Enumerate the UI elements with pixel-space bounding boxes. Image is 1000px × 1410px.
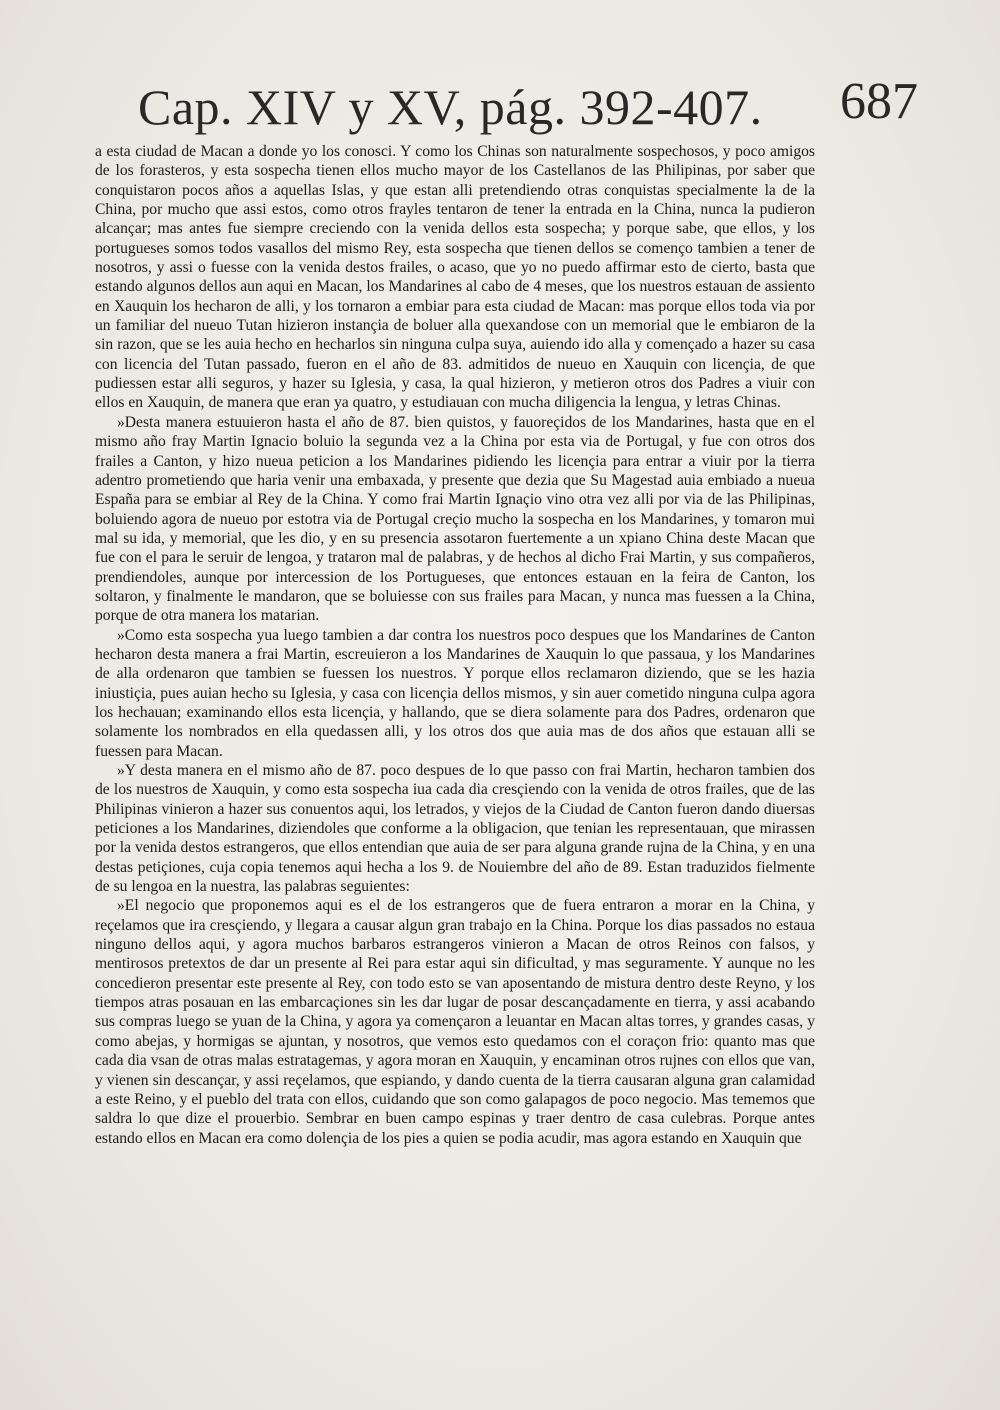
paragraph-5: »El negocio que proponemos aqui es el de los estrangeros que de fuera entraron a morar en la China, y reçelamos que ira cresçiendo, y llegara a causar algun gran trabajo en la China. Porque los dias passados no estaua ninguno dellos aqui, y agora muchos barbaros estrangeros vinieron a Macan de otros Reinos con falsos, y mentirosos pretextos de dar un presente al Rei para estar aqui sin dificultad, y mas seguramente. Y aunque no les concedieron presentar este presente al Rey, con todo esto se van aposentando de mistura dentro deste Reyno, y los tiempos atras posauan en las embarcaçiones sin les dar lugar de posar descançadamente en tierra, y assi acabando sus compras luego se yuan de la China, y agora ya començaron a leuantar en Macan altas torres, y grandes casas, y como abejas, y hormigas se ajuntan, y nosotros, que vemos esto quedamos con el coraçon frio: quanto mas que cada dia vsan de otras malas estratagemas, y agora moran en Xauquin, y encaminan otros rujnes con ellos que van, y vienen sin descançar, y assi reçelamos, que espiando, y dando cuenta de la tierra causaran alguna gran calamidad a este Reino, y el pueblo del trata con ellos, cuidando que son como galapagos de poco negocio. Mas tememos que saldra lo que dize el prouerbio. Sembrar en buen campo espinas y traer dentro de casa culebras. Porque antes estando ellos en Macan era como dolençia de los pies a quien se podia acudir, mas agora estando en Xauquin que [95,897,815,1147]
body-text [95,142,815,1148]
running-title: Cap. XIV y XV, pág. 392-407. [138,79,763,135]
page-header [138,72,958,142]
paragraph-4: »Y desta manera en el mismo año de 87. poco despues de lo que passo con frai Martin, hecharon tambien dos de los nuestros de Xauquin, y como esta sospecha iua cada dia cresçiendo con la venida de otros frailes, que de las Philipinas vinieron a hazer sus conuentos aqui, los letrados, y viejos de la Ciudad de Canton fueron dando diuersas peticiones a los Mandarines, diziendoles que conforme a la obligacion, que tenian les representauan, que mirassen por la venida destos estrangeros, que ellos entendian que auia de ser para alguna grande rujna de la China, y en una destas petiçiones, cuja copia tenemos aqui hecha a los 9. de Nouiembre del año de 89. Estan traduzidos fielmente de su lengoa en la nuestra, las palabras seguientes: [95,762,815,896]
paragraph-1: a esta ciudad de Macan a donde yo los conosci. Y como los Chinas son naturalmente sospechosos, y poco amigos de los forasteros, y esta sospecha tienen ellos mucho mayor de los Castellanos de las Philipinas, por saber que conquistaron pocos años a aquellas Islas, y que estan alli pretendiendo otras conquistas specialmente la de la China, por mucho que assi estos, como otros frayles tentaron de tener la entrada en la China, nunca la pudieron alcançar; mas antes fue siempre creciendo con la venida dellos esta sospecha; y porque sabe, que ellos, y los portugueses somos todos vasallos del mismo Rey, esta sospecha que tienen dellos se començo tambien a tener de nosotros, y assi o fuesse con la venida destos frailes, o acaso, que yo no puedo affirmar esto de cierto, basta que estando algunos dellos aun aqui en Macan, los Mandarines al cabo de 4 meses, que los nuestros estauan de assiento en Xauquin los hecharon de alli, y los tornaron a embiar para esta ciudad de Macan: mas porque ellos toda via por un familiar del nueuo Tutan hizieron instançia de boluer alla quexandose con un memorial que le embiaron de la sin razon, que se les auia hecho en hecharlos sin ninguna culpa suya, auiendo ido alla y començado a hazer su casa con licencia del Tutan passado, fueron en el año de 83. admitidos de nueuo en Xauquin con licençia, de que pudiessen estar alli seguros, y hazer su Iglesia, y casa, la qual hizieron, y metieron otros dos Padres a viuir con ellos en Xauquin, de manera que eran ya quatro, y estudiauan con mucha diligencia la lengua, y letras Chinas. [95,143,815,412]
page-number: 687 [840,73,918,130]
paragraph-2: »Desta manera estuuieron hasta el año de 87. bien quistos, y fauoreçidos de los Mandarines, hasta que en el mismo año fray Martin Ignacio boluio la segunda vez a la China por esta via de Portugal, y fue con otros dos frailes a Canton, y hizo nueua peticion a los Mandarines pidiendo les licençia para entrar a viuir por la tierra adentro prometiendo que haria venir una embaxada, y presente que dezia que Su Magestad auia embiado a nueua España para se embiar al Rey de la China. Y como frai Martin Ignaçio vino otra vez alli por via de las Philipinas, boluiendo agora de nueuo por estotra via de Portugal creçio mucho la sospecha en los Mandarines, y tomaron mui mal su ida, y memorial, que les dio, y en su presencia assotaron fuertemente a un xpiano China deste Macan que fue con el para le seruir de lengoa, y trataron mal de palabras, y de hechos al dicho Frai Martin, y sus compañeros, prendiendoles, aunque por intercession de los Portugueses, que entonces estauan en la feira de Canton, los soltaron, y finalmente le mandaron, que se boluiesse con sus frailes para Macan, y nunca mas fuessen a la China, porque de otra manera los matarian. [95,413,815,625]
paragraph-3: »Como esta sospecha yua luego tambien a dar contra los nuestros poco despues que los Mandarines de Canton hecharon desta manera a frai Martin, escreuieron a los Mandarines de Xauquin lo que passaua, y los Mandarines de alla ordenaron que tambien se fuessen los nuestros. Y porque ellos reclamaron diziendo, que se les hazia iniustiçia, pues auian hecho su Iglesia, y casa con licençia dellos mismos, y sin auer cometido ninguna culpa agora los hechauan; examinando ellos esta licençia, y hallando, que se diera solamente para dos Padres, ordenaron que solamente los nombrados en ella quedassen alli, y los otros dos que auia mas de dos años que estauan alli se fuessen para Macan. [95,626,815,760]
